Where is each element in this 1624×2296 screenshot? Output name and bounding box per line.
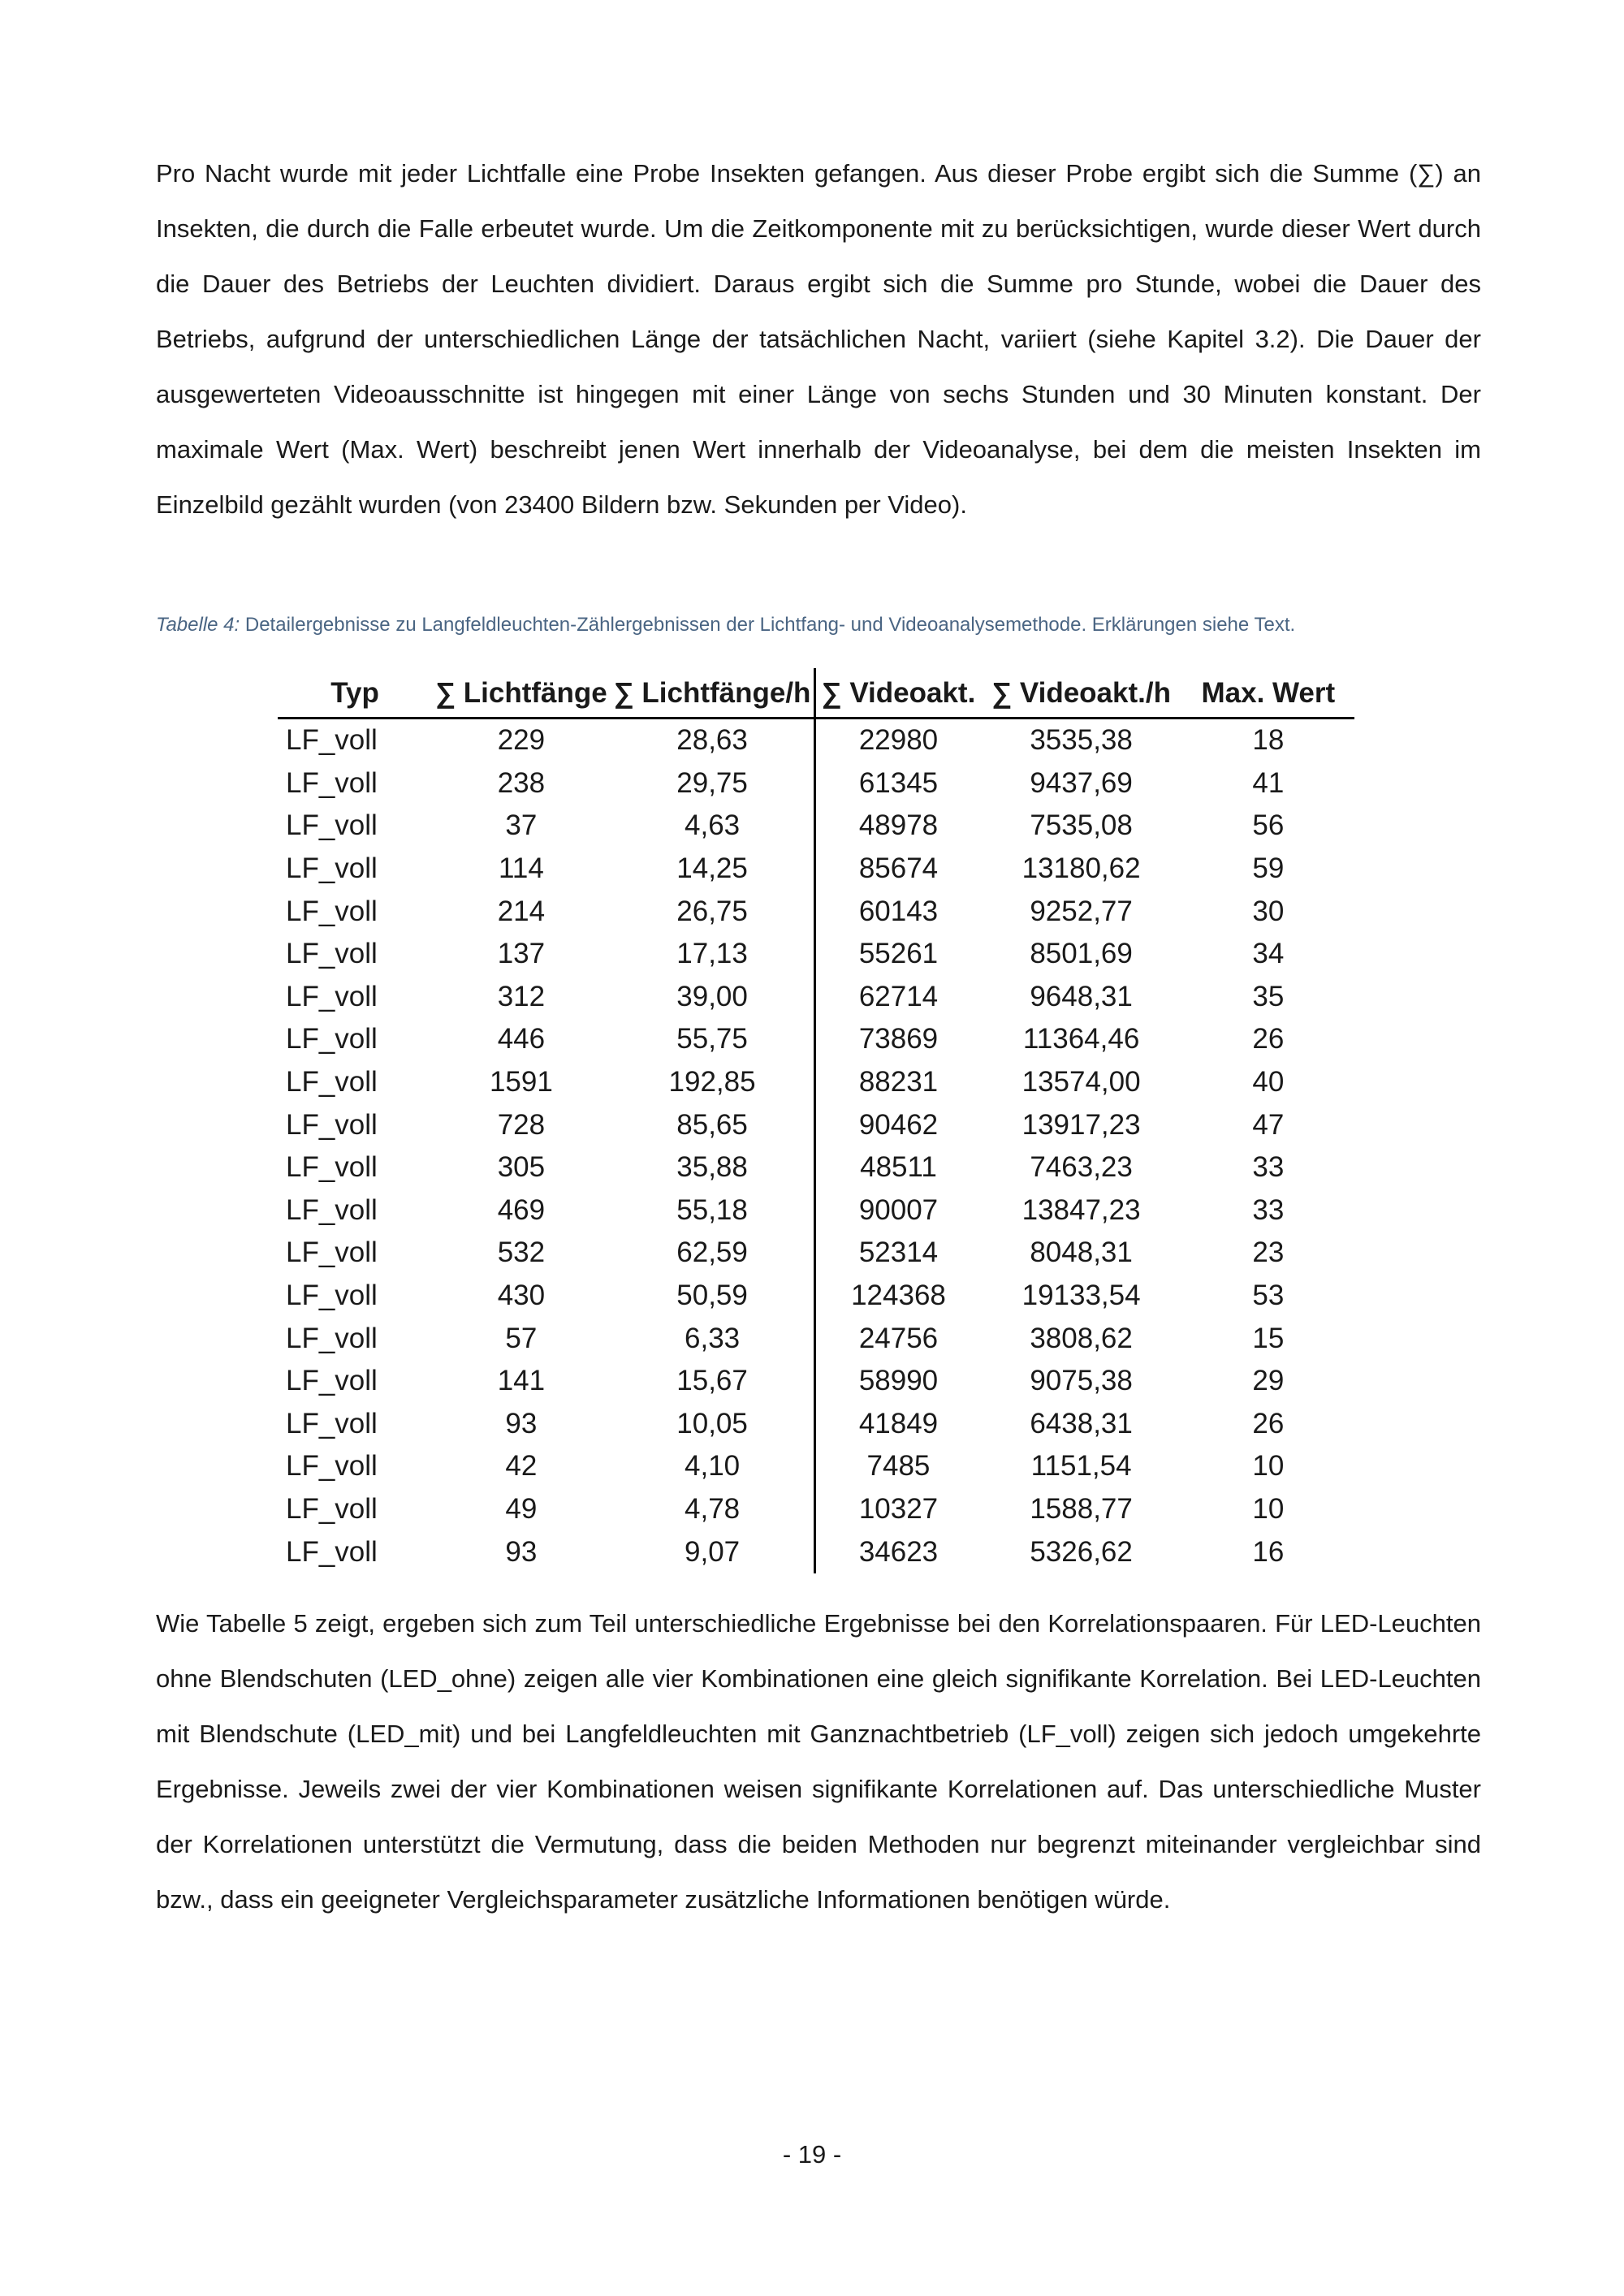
table-row xyxy=(278,1018,1354,1061)
cell-sum-videoakt: 88231 xyxy=(858,1066,939,1098)
cell-typ: LF_voll xyxy=(286,895,378,927)
cell-sum-lichtfaenge-per-h: 26,75 xyxy=(611,890,815,933)
cell-typ: LF_voll xyxy=(286,766,378,799)
cell-sum-lichtfaenge: 1591 xyxy=(489,1066,553,1098)
header-row xyxy=(278,668,1354,719)
cell-sum-lichtfaenge: 137 xyxy=(497,938,546,970)
cell-typ: LF_voll xyxy=(286,1193,378,1226)
cell-typ: LF_voll xyxy=(286,1066,378,1098)
cell-sum-videoakt-per-h: 13917,23 xyxy=(1021,1108,1141,1141)
cell-sum-lichtfaenge-per-h: 28,63 xyxy=(611,719,815,762)
cell-typ: LF_voll xyxy=(286,1535,378,1568)
cell-sum-videoakt: 62714 xyxy=(858,980,939,1012)
cell-sum-lichtfaenge: 93 xyxy=(505,1535,538,1568)
cell-sum-videoakt: 55261 xyxy=(858,938,939,970)
cell-sum-lichtfaenge: 312 xyxy=(497,980,546,1012)
cell-max-wert: 26 xyxy=(1252,1023,1285,1055)
table-row xyxy=(278,1403,1354,1446)
table-row xyxy=(278,762,1354,805)
cell-sum-videoakt: 60143 xyxy=(858,895,939,927)
cell-sum-videoakt-per-h: 8501,69 xyxy=(1030,938,1133,970)
cell-sum-videoakt-per-h: 5326,62 xyxy=(1030,1535,1133,1568)
table-caption-text: Detailergebnisse zu Langfeldleuchten-Zählergebnissen der Lichtfang- und Videoanalysemethode. Erklärungen siehe Text. xyxy=(244,614,1296,636)
cell-sum-videoakt: 24756 xyxy=(858,1322,939,1354)
cell-sum-lichtfaenge: 446 xyxy=(497,1023,546,1055)
cell-sum-lichtfaenge: 238 xyxy=(497,766,546,799)
cell-sum-lichtfaenge-per-h: 15,67 xyxy=(611,1360,815,1403)
cell-sum-videoakt-per-h: 7535,08 xyxy=(1030,809,1133,842)
cell-sum-lichtfaenge: 57 xyxy=(505,1322,538,1354)
cell-max-wert: 15 xyxy=(1252,1322,1285,1354)
cell-sum-videoakt-per-h: 3535,38 xyxy=(1030,724,1133,757)
table-row xyxy=(278,976,1354,1019)
cell-typ: LF_voll xyxy=(286,1407,378,1439)
table-row xyxy=(278,1530,1354,1573)
cell-sum-videoakt: 52314 xyxy=(858,1236,939,1269)
cell-typ: LF_voll xyxy=(286,1108,378,1141)
cell-sum-videoakt: 90007 xyxy=(858,1193,939,1226)
table-row xyxy=(278,890,1354,933)
table-row xyxy=(278,719,1354,762)
cell-typ: LF_voll xyxy=(286,938,378,970)
cell-sum-lichtfaenge-per-h: 17,13 xyxy=(611,933,815,976)
cell-sum-lichtfaenge: 305 xyxy=(497,1151,546,1184)
cell-max-wert: 40 xyxy=(1252,1066,1285,1098)
cell-max-wert: 33 xyxy=(1252,1193,1285,1226)
cell-sum-lichtfaenge-per-h: 4,78 xyxy=(611,1488,815,1531)
discussion-paragraph: Wie Tabelle 5 zeigt, ergeben sich zum Teil unterschiedliche Ergebnisse bei den Korrelationspaaren. Für LED-Leuchten ohne Blendschuten (LED_ohne) zeigen alle vier Kombinationen eine gleich signifikante Korrelation. Bei LED-Leuchten mit Blendschute (LED_mit) und bei Langfeldleuchten mit Ganznachtbetrieb (LF_voll) zeigen sich jedoch umgekehrte Ergebnisse. Jeweils zwei der vier Kombinationen weisen signifikante Korrelationen auf. Das unterschiedliche Muster der Korrelationen unterstützt die Vermutung, dass die beiden Methoden nur begrenzt miteinander vergleichbar sind bzw., dass ein geeigneter Vergleichsparameter zusätzliche Informationen benötigen würde. xyxy=(156,1609,1481,1914)
cell-max-wert: 47 xyxy=(1252,1108,1285,1141)
cell-sum-videoakt: 48511 xyxy=(860,1151,937,1184)
cell-sum-lichtfaenge: 37 xyxy=(505,809,538,842)
cell-typ: LF_voll xyxy=(286,1492,378,1525)
cell-typ: LF_voll xyxy=(286,1450,378,1482)
cell-sum-lichtfaenge: 114 xyxy=(498,852,544,885)
intro-paragraph: Pro Nacht wurde mit jeder Lichtfalle eine Probe Insekten gefangen. Aus dieser Probe ergibt sich die Summe (∑) an Insekten, die durch die Falle erbeutet wurde. Um die Zeitkomponente mit zu berücksichtigen, wurde dieser Wert durch die Dauer des Betriebs der Leuchten dividiert. Daraus ergibt sich die Summe pro Stunde, wobei die Dauer des Betriebs, aufgrund der unterschiedlichen Länge der tatsächlichen Nacht, variiert (siehe Kapitel 3.2). Die Dauer der ausgewerteten Videoausschnitte ist hingegen mit einer Länge von sechs Stunden und 30 Minuten konstant. Der maximale Wert (Max. Wert) beschreibt jenen Wert innerhalb der Videoanalyse, bei dem die meisten Insekten im Einzelbild gezählt wurden (von 23400 Bildern bzw. Sekunden per Video). xyxy=(156,159,1481,519)
column-header-sum-videoakt: ∑ Videoakt. xyxy=(815,668,981,719)
cell-typ: LF_voll xyxy=(286,1023,378,1055)
cell-typ: LF_voll xyxy=(286,724,378,757)
table-row xyxy=(278,1488,1354,1531)
table-caption xyxy=(156,614,1488,637)
cell-sum-videoakt-per-h: 8048,31 xyxy=(1030,1236,1133,1269)
cell-max-wert: 35 xyxy=(1252,980,1285,1012)
cell-sum-lichtfaenge: 214 xyxy=(497,895,546,927)
table-header xyxy=(278,668,1354,719)
cell-sum-lichtfaenge-per-h: 35,88 xyxy=(611,1146,815,1189)
cell-sum-lichtfaenge: 141 xyxy=(497,1365,546,1397)
table-row xyxy=(278,1360,1354,1403)
cell-sum-videoakt: 10327 xyxy=(858,1492,939,1525)
cell-sum-lichtfaenge: 49 xyxy=(505,1492,538,1525)
cell-sum-videoakt-per-h: 9252,77 xyxy=(1030,895,1133,927)
cell-sum-lichtfaenge-per-h: 6,33 xyxy=(611,1317,815,1360)
table-caption-label: Tabelle 4: xyxy=(156,614,240,636)
table-row xyxy=(278,848,1354,891)
cell-max-wert: 30 xyxy=(1252,895,1285,927)
cell-sum-lichtfaenge-per-h: 14,25 xyxy=(611,848,815,891)
table-row xyxy=(278,1445,1354,1488)
table-row xyxy=(278,1189,1354,1232)
cell-max-wert: 59 xyxy=(1252,852,1285,885)
table-row xyxy=(278,1317,1354,1360)
cell-max-wert: 10 xyxy=(1252,1492,1285,1525)
cell-sum-lichtfaenge-per-h: 39,00 xyxy=(611,976,815,1019)
cell-sum-lichtfaenge-per-h: 192,85 xyxy=(611,1061,815,1104)
cell-sum-lichtfaenge-per-h: 85,65 xyxy=(611,1103,815,1146)
column-header-sum-videoakt-per-h: ∑ Videoakt./h xyxy=(981,668,1182,719)
cell-sum-videoakt: 124368 xyxy=(851,1280,946,1312)
cell-max-wert: 33 xyxy=(1252,1151,1285,1184)
cell-sum-videoakt-per-h: 19133,54 xyxy=(1021,1280,1141,1312)
cell-sum-lichtfaenge: 532 xyxy=(497,1236,546,1269)
cell-sum-videoakt: 48978 xyxy=(858,809,939,842)
cell-typ: LF_voll xyxy=(286,1151,378,1184)
table-row xyxy=(278,805,1354,848)
table-body xyxy=(278,719,1354,1573)
cell-sum-lichtfaenge-per-h: 4,10 xyxy=(611,1445,815,1488)
cell-sum-videoakt: 90462 xyxy=(858,1108,939,1141)
cell-sum-lichtfaenge-per-h: 55,75 xyxy=(611,1018,815,1061)
cell-sum-videoakt-per-h: 1588,77 xyxy=(1030,1492,1133,1525)
cell-sum-lichtfaenge: 42 xyxy=(505,1450,538,1482)
cell-sum-videoakt-per-h: 11364,46 xyxy=(1022,1023,1140,1055)
cell-sum-lichtfaenge-per-h: 29,75 xyxy=(611,762,815,805)
cell-sum-videoakt: 34623 xyxy=(858,1535,939,1568)
cell-max-wert: 56 xyxy=(1252,809,1285,842)
column-header-sum-lichtfaenge: ∑ Lichtfänge xyxy=(432,668,611,719)
cell-typ: LF_voll xyxy=(286,1236,378,1269)
cell-sum-videoakt-per-h: 13180,62 xyxy=(1021,852,1141,885)
cell-sum-videoakt: 7485 xyxy=(866,1450,931,1482)
cell-max-wert: 26 xyxy=(1252,1407,1285,1439)
cell-sum-videoakt-per-h: 13574,00 xyxy=(1021,1066,1141,1098)
table-row xyxy=(278,1275,1354,1318)
cell-sum-videoakt-per-h: 6438,31 xyxy=(1030,1407,1133,1439)
table-row xyxy=(278,933,1354,976)
cell-sum-lichtfaenge-per-h: 62,59 xyxy=(611,1232,815,1275)
cell-typ: LF_voll xyxy=(286,1365,378,1397)
table-row xyxy=(278,1103,1354,1146)
cell-max-wert: 18 xyxy=(1252,724,1285,757)
cell-max-wert: 16 xyxy=(1252,1535,1285,1568)
cell-sum-videoakt: 58990 xyxy=(858,1365,939,1397)
cell-max-wert: 10 xyxy=(1252,1450,1285,1482)
cell-max-wert: 41 xyxy=(1252,766,1285,799)
cell-sum-lichtfaenge: 469 xyxy=(497,1193,546,1226)
cell-sum-lichtfaenge: 430 xyxy=(497,1280,546,1312)
cell-typ: LF_voll xyxy=(286,980,378,1012)
cell-sum-videoakt: 22980 xyxy=(858,724,939,757)
cell-sum-lichtfaenge-per-h: 50,59 xyxy=(611,1275,815,1318)
table-row xyxy=(278,1232,1354,1275)
cell-typ: LF_voll xyxy=(286,1322,378,1354)
cell-sum-lichtfaenge-per-h: 55,18 xyxy=(611,1189,815,1232)
cell-sum-videoakt-per-h: 9648,31 xyxy=(1030,980,1133,1012)
column-header-typ: Typ xyxy=(278,668,432,719)
cell-max-wert: 34 xyxy=(1252,938,1285,970)
cell-sum-lichtfaenge-per-h: 10,05 xyxy=(611,1403,815,1446)
cell-sum-lichtfaenge: 229 xyxy=(497,724,546,757)
cell-typ: LF_voll xyxy=(286,852,378,885)
table-row xyxy=(278,1146,1354,1189)
cell-sum-videoakt: 41849 xyxy=(858,1407,939,1439)
cell-sum-lichtfaenge: 728 xyxy=(497,1108,546,1141)
cell-max-wert: 29 xyxy=(1252,1365,1285,1397)
cell-sum-videoakt: 85674 xyxy=(858,852,939,885)
cell-sum-lichtfaenge-per-h: 4,63 xyxy=(611,805,815,848)
cell-sum-videoakt: 61345 xyxy=(858,766,939,799)
table-row xyxy=(278,1061,1354,1104)
cell-max-wert: 23 xyxy=(1252,1236,1285,1269)
cell-sum-videoakt: 73869 xyxy=(858,1023,939,1055)
cell-sum-videoakt-per-h: 9075,38 xyxy=(1030,1365,1133,1397)
cell-max-wert: 53 xyxy=(1252,1280,1285,1312)
column-header-sum-lichtfaenge-per-h: ∑ Lichtfänge/h xyxy=(611,668,815,719)
cell-sum-videoakt-per-h: 1151,54 xyxy=(1030,1450,1132,1482)
results-table xyxy=(278,668,1354,1573)
cell-typ: LF_voll xyxy=(286,809,378,842)
cell-sum-videoakt-per-h: 13847,23 xyxy=(1021,1193,1141,1226)
cell-sum-lichtfaenge: 93 xyxy=(505,1407,538,1439)
page-number: - 19 - xyxy=(782,2140,842,2169)
cell-sum-lichtfaenge-per-h: 9,07 xyxy=(611,1530,815,1573)
cell-sum-videoakt-per-h: 3808,62 xyxy=(1030,1322,1133,1354)
cell-typ: LF_voll xyxy=(286,1280,378,1312)
column-header-max-wert: Max. Wert xyxy=(1182,668,1354,719)
cell-sum-videoakt-per-h: 7463,23 xyxy=(1030,1151,1133,1184)
cell-sum-videoakt-per-h: 9437,69 xyxy=(1030,766,1133,799)
